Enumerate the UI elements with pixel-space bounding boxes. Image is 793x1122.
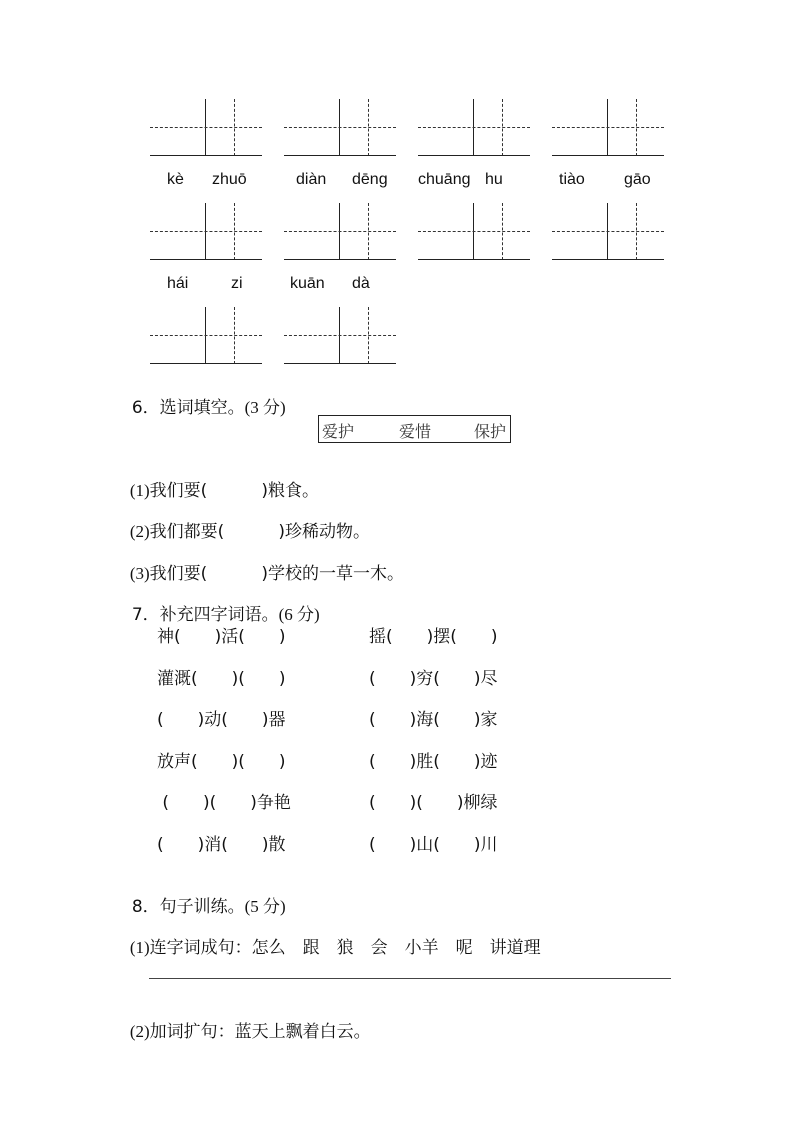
- grid-line: [150, 335, 262, 336]
- character-writing-box[interactable]: [418, 203, 530, 260]
- pinyin-label: zhuō: [212, 171, 247, 188]
- word-option-2: 爱惜: [399, 422, 432, 441]
- grid-line: [150, 155, 262, 156]
- q6-score: (3 分): [244, 398, 286, 417]
- grid-line: [150, 127, 262, 128]
- item-before: 我们都要(: [149, 522, 225, 542]
- character-writing-box[interactable]: [418, 99, 530, 156]
- idiom-right-5[interactable]: ( )( )柳绿: [369, 793, 498, 813]
- answer-line[interactable]: [149, 978, 671, 979]
- pinyin-label: hái: [167, 275, 189, 292]
- answer-blank[interactable]: [207, 564, 261, 584]
- word-option-3: 保护: [474, 422, 507, 441]
- q7-title: 补充四字词语。: [159, 605, 279, 625]
- pinyin-label: diàn: [296, 171, 327, 188]
- q6-title: 选词填空。: [159, 398, 245, 418]
- idiom-right-2[interactable]: ( )穷( )尽: [369, 669, 498, 689]
- item-label: (3): [129, 564, 150, 583]
- q6-number: 6．: [131, 398, 160, 418]
- grid-line: [418, 127, 530, 128]
- q8-number: 8．: [131, 897, 160, 917]
- grid-line: [552, 127, 664, 128]
- grid-line: [284, 335, 396, 336]
- grid-line: [418, 259, 530, 260]
- q6-item-1: [119, 461, 319, 501]
- item-after: )粮食。: [261, 481, 319, 501]
- idiom-left-2[interactable]: 灌溉( )( ): [157, 669, 286, 689]
- pinyin-label: kè: [167, 171, 184, 188]
- idiom-right-4[interactable]: ( )胜( )迹: [369, 752, 498, 772]
- pinyin-label: dēng: [352, 171, 388, 188]
- grid-line: [150, 231, 262, 232]
- q8-score: (5 分): [244, 897, 286, 916]
- q7-score: (6 分): [278, 605, 320, 624]
- grid-line: [284, 127, 396, 128]
- item-text: 加词扩句：蓝天上飘着白云。: [149, 1022, 371, 1042]
- pinyin-label: zi: [231, 275, 243, 292]
- q8-item-1: [119, 918, 541, 958]
- item-label: (2): [129, 522, 150, 541]
- idiom-left-3[interactable]: ( )动( )器: [157, 710, 286, 730]
- character-writing-box[interactable]: [284, 307, 396, 364]
- answer-blank[interactable]: [207, 481, 261, 501]
- idiom-left-1[interactable]: 神( )活( ): [157, 627, 286, 647]
- q7-heading: [121, 585, 320, 625]
- idiom-left-6[interactable]: ( )消( )散: [157, 835, 286, 855]
- grid-line: [150, 259, 262, 260]
- pinyin-label: kuān: [290, 275, 325, 292]
- item-before: 我们要(: [149, 564, 208, 584]
- grid-line: [418, 231, 530, 232]
- q8-title: 句子训练。: [159, 897, 245, 917]
- idiom-left-4[interactable]: 放声( )( ): [157, 752, 286, 772]
- grid-line: [552, 231, 664, 232]
- grid-line: [552, 155, 664, 156]
- grid-line: [150, 363, 262, 364]
- item-after: )珍稀动物。: [278, 522, 370, 542]
- character-writing-box[interactable]: [150, 307, 262, 364]
- grid-line: [284, 363, 396, 364]
- character-writing-box[interactable]: [284, 99, 396, 156]
- item-after: )学校的一草一木。: [261, 564, 404, 584]
- grid-line: [284, 155, 396, 156]
- q6-item-2: [119, 502, 370, 542]
- word-choice-box: [318, 415, 511, 443]
- item-before: 我们要(: [149, 481, 208, 501]
- pinyin-label: gāo: [624, 171, 651, 188]
- item-label: (2): [129, 1022, 150, 1041]
- idiom-right-6[interactable]: ( )山( )川: [369, 835, 498, 855]
- item-text: 连字词成句：怎么 跟 狼 会 小羊 呢 讲道理: [149, 938, 541, 958]
- pinyin-label: hu: [485, 171, 503, 188]
- q8-heading: [121, 877, 286, 917]
- q6-heading: [121, 378, 286, 418]
- grid-line: [284, 231, 396, 232]
- word-option-1: 爱护: [322, 422, 355, 441]
- character-writing-box[interactable]: [150, 203, 262, 260]
- character-writing-box[interactable]: [150, 99, 262, 156]
- pinyin-label: dà: [352, 275, 370, 292]
- grid-line: [552, 259, 664, 260]
- pinyin-label: chuāng: [418, 171, 471, 188]
- item-label: (1): [129, 481, 150, 500]
- idiom-right-3[interactable]: ( )海( )家: [369, 710, 498, 730]
- item-label: (1): [129, 938, 150, 957]
- character-writing-box[interactable]: [552, 203, 664, 260]
- idiom-left-5[interactable]: ( )( )争艳: [157, 793, 291, 813]
- grid-line: [284, 259, 396, 260]
- q6-item-3: [119, 544, 404, 584]
- grid-line: [418, 155, 530, 156]
- idiom-right-1[interactable]: 摇( )摆( ): [369, 627, 498, 647]
- answer-blank[interactable]: [224, 522, 278, 542]
- q7-number: 7．: [131, 605, 160, 625]
- q8-item-2: [119, 1002, 371, 1042]
- character-writing-box[interactable]: [284, 203, 396, 260]
- pinyin-label: tiào: [559, 171, 585, 188]
- character-writing-box[interactable]: [552, 99, 664, 156]
